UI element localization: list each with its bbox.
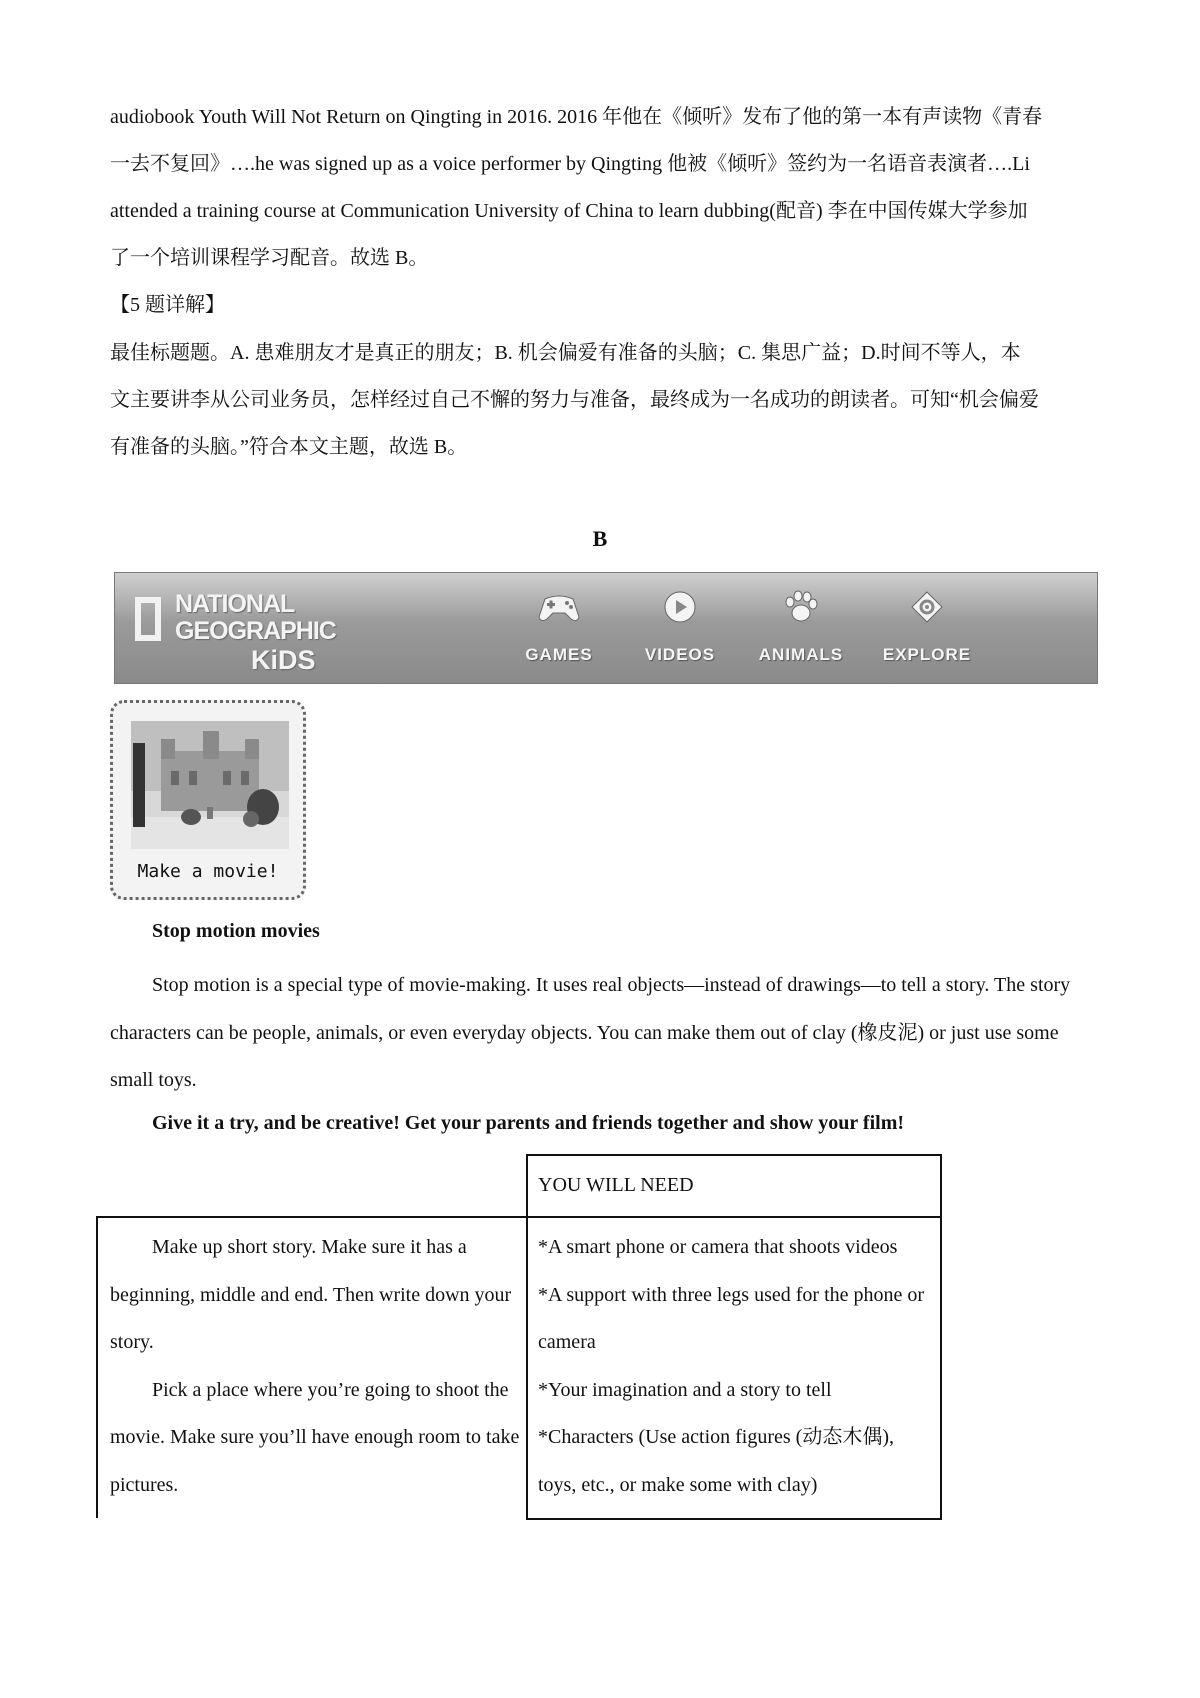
nav-explore-label: EXPLORE xyxy=(882,645,972,664)
table-right-cell xyxy=(538,1224,936,1509)
intro-line-2: 一去不复回》….he was signed up as a voice performer by Qingting 他被《倾听》签约为一名语音表演者….Li xyxy=(110,153,1030,175)
logo-wordmark xyxy=(175,591,336,645)
table-middle-border xyxy=(526,1154,528,1520)
table-left-cell xyxy=(110,1224,520,1509)
gamepad-icon xyxy=(537,589,581,625)
natgeo-kids-banner xyxy=(114,572,1098,684)
article-call-to-action: Give it a try, and be creative! Get your parents and friends together and show your film! xyxy=(152,1112,905,1134)
left-cell-step-1: Make up short story. Make sure it has a beginning, middle and end. Then write down your story. xyxy=(110,1236,512,1353)
nav-videos[interactable] xyxy=(620,589,740,665)
q5-line-1: 最佳标题题。A. 患难朋友才是真正的朋友；B. 机会偏爱有准备的头脑；C. 集思广益；D.时间不等人，本 xyxy=(110,342,1021,364)
play-icon xyxy=(658,589,702,625)
nav-animals-label: ANIMALS xyxy=(758,645,844,664)
paw-icon xyxy=(779,589,823,625)
compass-icon xyxy=(905,589,949,625)
intro-line-4: 了一个培训课程学习配音。故选 B。 xyxy=(110,247,429,269)
card-caption: Make a movie! xyxy=(137,861,279,882)
intro-line-3: attended a training course at Communication University of China to learn dubbing(配音) 李在中国传媒大学参加 xyxy=(110,200,1028,222)
nav-games-label: GAMES xyxy=(525,645,593,664)
nav-animals[interactable] xyxy=(741,589,861,665)
need-item-4: *Characters (Use action figures (动态木偶), toys, etc., or make some with clay) xyxy=(538,1426,894,1496)
table-left-border xyxy=(96,1216,98,1518)
natgeo-kids-logo[interactable] xyxy=(135,590,455,675)
q5-line-3: 有准备的头脑。”符合本文主题，故选 B。 xyxy=(110,436,468,458)
logo-line-national: NATIONAL xyxy=(175,590,295,618)
question-5-heading: 【5 题详解】 xyxy=(110,294,225,316)
need-item-1: *A smart phone or camera that shoots videos xyxy=(538,1236,898,1258)
yellow-border-logo-icon xyxy=(135,597,161,641)
nav-videos-label: VIDEOS xyxy=(644,645,716,664)
table-header-you-will-need: YOU WILL NEED xyxy=(538,1174,694,1196)
section-label: B xyxy=(592,526,608,551)
table-header-divider xyxy=(96,1216,942,1218)
nav-games[interactable] xyxy=(499,589,619,665)
article-body: Stop motion is a special type of movie-making. It uses real objects—instead of drawings—to tell a story. The story characters can be people, animals, or even everyday objects. You can make them out of clay (橡皮泥) or just use some small toys. xyxy=(110,974,1071,1091)
q5-line-2: 文主要讲李从公司业务员，怎样经过自己不懈的努力与准备，最终成为一名成功的朗读者。可知“机会偏爱 xyxy=(110,389,1039,411)
left-cell-step-2: Pick a place where you’re going to shoot the movie. Make sure you’ll have enough room to take pictures. xyxy=(110,1378,520,1496)
table-bottom-border xyxy=(526,1518,942,1520)
nav-explore[interactable] xyxy=(867,589,987,665)
need-item-2: *A support with three legs used for the phone or camera xyxy=(538,1283,925,1353)
logo-line-geographic: GEOGRAPHIC xyxy=(175,617,336,645)
logo-line-kids: KiDS xyxy=(251,645,316,675)
table-top-border xyxy=(526,1154,942,1156)
article-title: Stop motion movies xyxy=(152,920,320,942)
intro-line-1: audiobook Youth Will Not Return on Qingting in 2016. 2016 年他在《倾听》发布了他的第一本有声读物《青春 xyxy=(110,106,1043,128)
stop-motion-scene-image xyxy=(131,721,289,849)
make-a-movie-card[interactable] xyxy=(110,700,306,900)
need-item-3: *Your imagination and a story to tell xyxy=(538,1378,832,1401)
table-right-border xyxy=(940,1154,942,1520)
